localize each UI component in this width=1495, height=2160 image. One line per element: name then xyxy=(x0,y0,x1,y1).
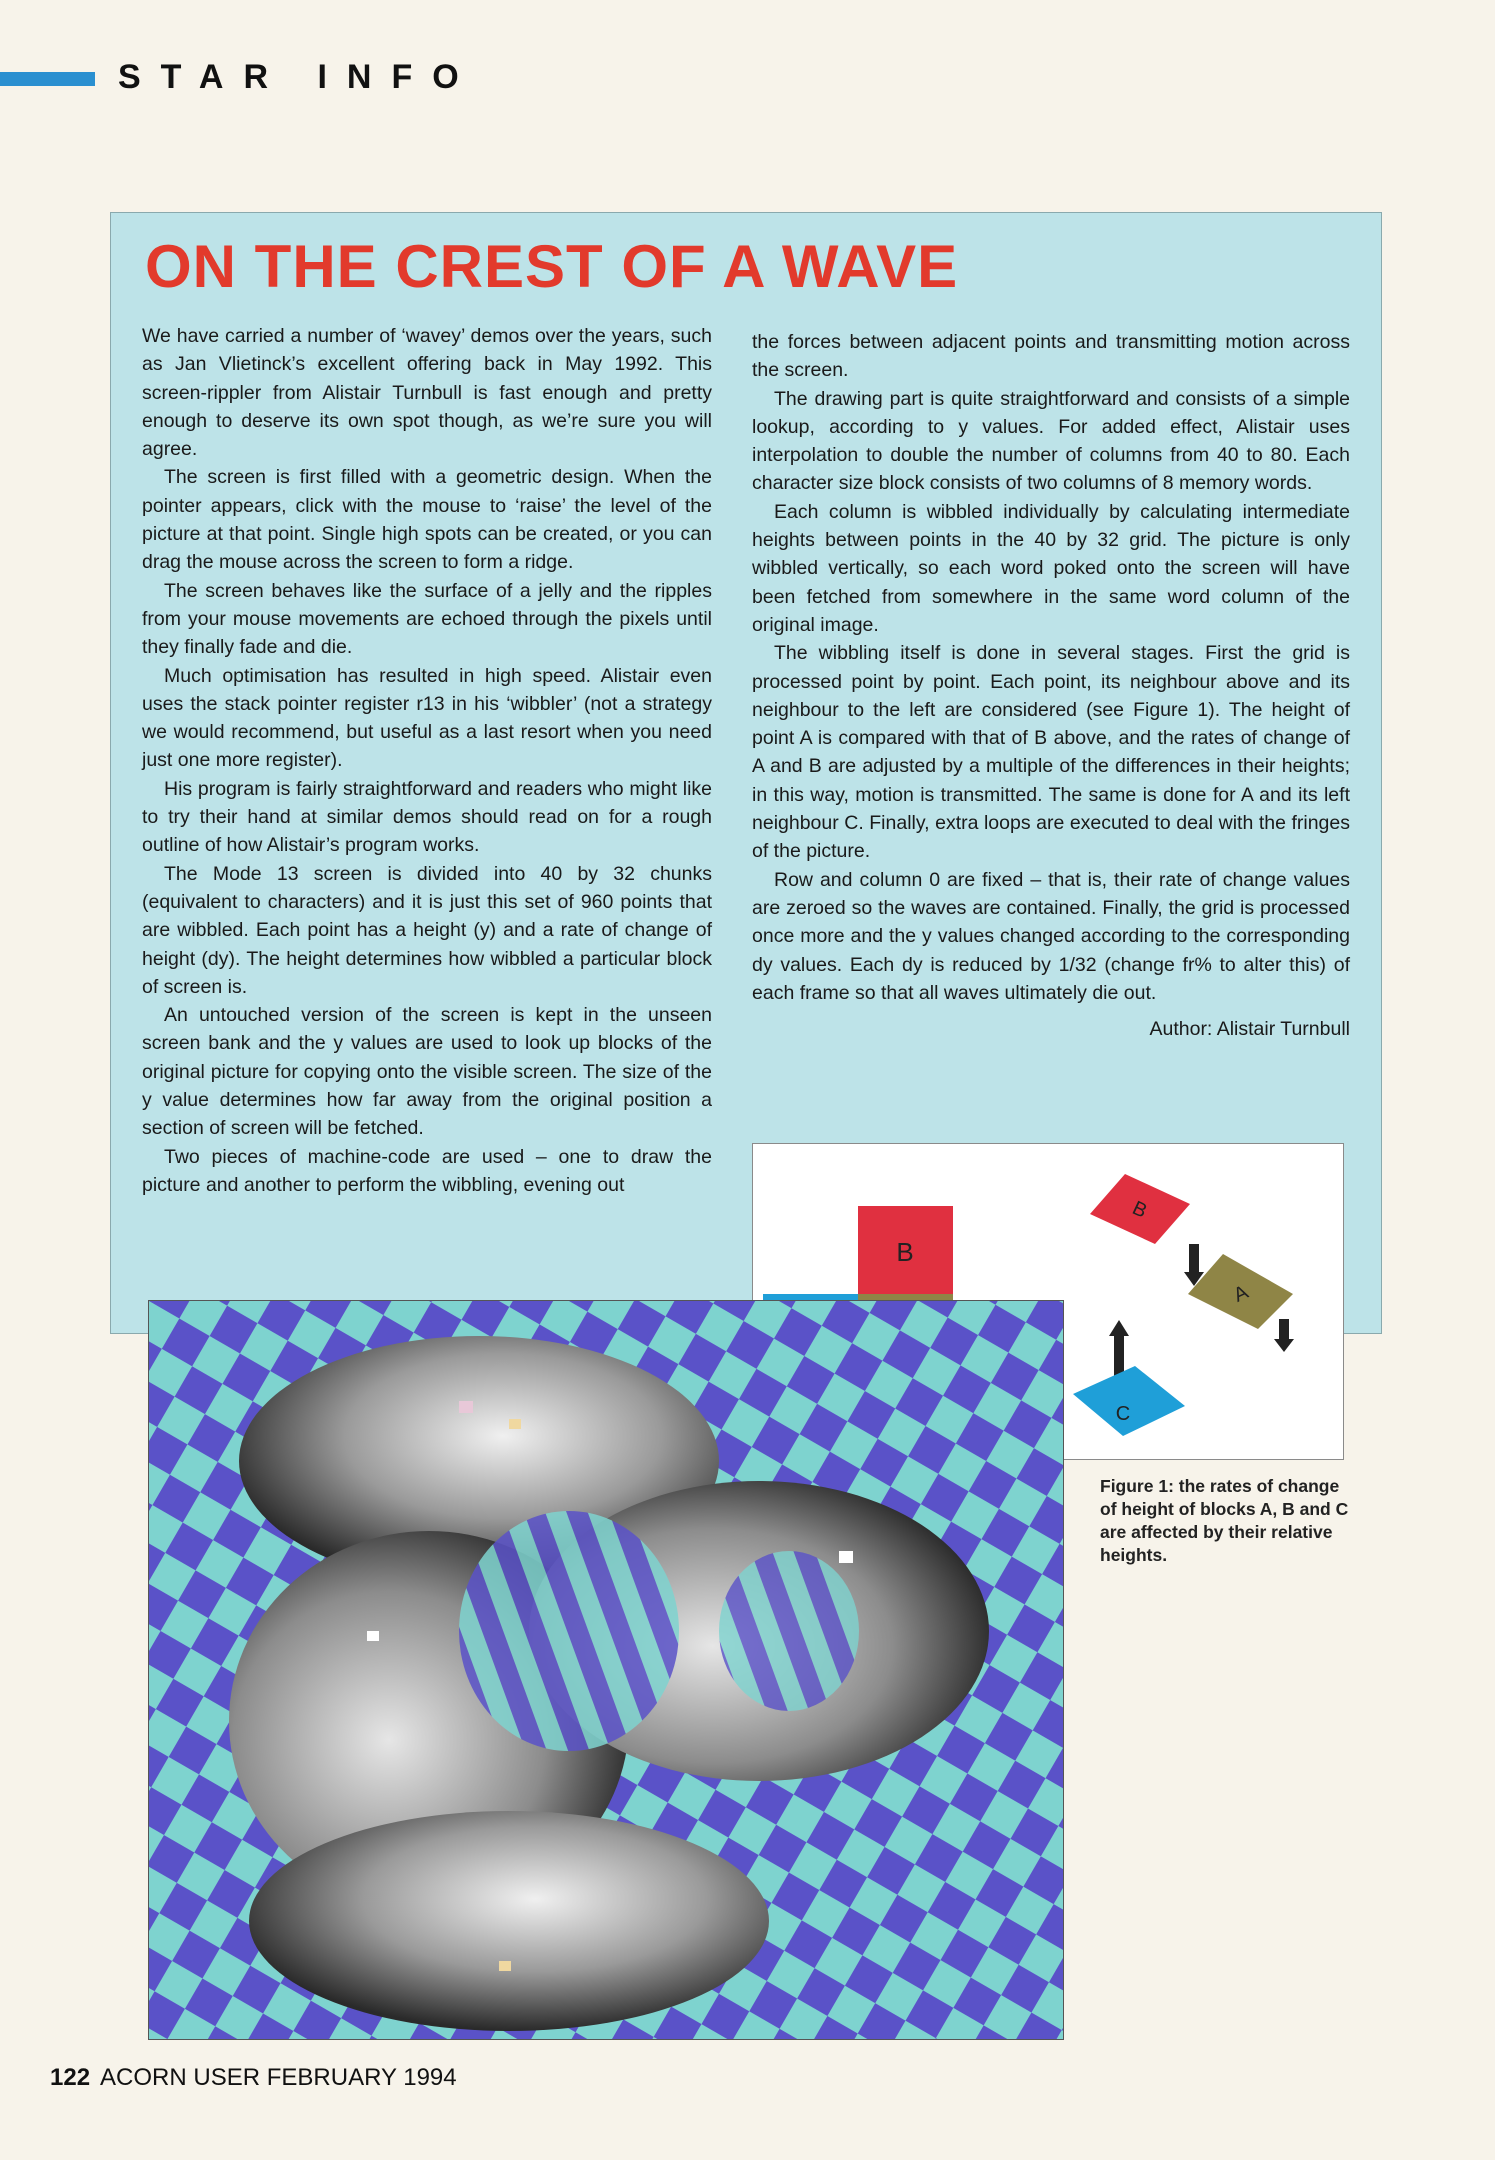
tilted-label-a: A xyxy=(1230,1281,1252,1307)
page-number: 122 xyxy=(50,2064,91,2091)
paragraph: His program is fairly straightforward and readers who might like to try their hand at similar demos should read on for a rough outline of how Alistair’s program works. xyxy=(142,777,712,857)
page-footer xyxy=(50,2064,457,2092)
paragraph: An untouched version of the screen is kept in the unseen screen bank and the y values are used to look up blocks of the original picture for copying onto the visible screen. The size of the y value determines how far away from the original position a section of screen will be fetched. xyxy=(142,1004,712,1140)
wave-demo-image xyxy=(149,1301,1063,2039)
paragraph: Row and column 0 are fixed – that is, their rate of change values are zeroed so the waves are contained. Finally, the grid is processed once more and the y values changed according to the corresponding dy values. Each dy is reduced by 1/32 (change fr% to alter this) of each frame so that all waves ultimately die out. xyxy=(752,868,1350,1004)
demo-screenshot xyxy=(148,1300,1064,2040)
arrow-a-head xyxy=(1274,1339,1294,1352)
sparkle xyxy=(367,1631,379,1641)
section-color-bar xyxy=(0,72,95,86)
paragraph: Each column is wibbled individually by calculating intermediate heights between points in the 40 by 32 grid. The picture is only wibbled vertically, so each word poked onto the screen will have been fetched from somewhere in the same word column of the original image. xyxy=(752,500,1350,636)
paragraph: The wibbling itself is done in several stages. First the grid is processed point by point. Each point, its neighbour above and its neighbour to the left are considered (see Figure 1). The height of point A is compared with that of B above, and the rates of change of A and B are adjusted by a multiple of the differences in their heights; in this way, motion is transmitted. The same is done for A and its left neighbour C. Finally, extra loops are executed to deal with the fringes of the picture. xyxy=(752,642,1350,863)
sparkle xyxy=(459,1401,473,1413)
sparkle xyxy=(509,1419,521,1429)
left-column xyxy=(142,322,712,1199)
ripple-center xyxy=(459,1511,679,1751)
wave-blob-bottom xyxy=(249,1811,769,2031)
publication-line: ACORN USER FEBRUARY 1994 xyxy=(100,2064,457,2091)
paragraph: Much optimisation has resulted in high speed. Alistair even uses the stack pointer register r13 in his ‘wibbler’ (not a strategy we would recommend, but useful as a last resort when you need just one more register). xyxy=(142,664,712,772)
ripple-right xyxy=(719,1551,859,1711)
author-credit: Author: Alistair Turnbull xyxy=(1149,1018,1350,1041)
paragraph: The drawing part is quite straightforward and consists of a simple lookup, according to y values. For added effect, Alistair uses interpolation to double the number of columns from 40 to 80. Each character size block consists of two columns of 8 memory words. xyxy=(752,387,1350,495)
headline: ON THE CREST OF A WAVE xyxy=(145,233,959,300)
section-title: STAR INFO xyxy=(118,58,479,96)
paragraph: The screen is first filled with a geometric design. When the pointer appears, click with the mouse to ‘raise’ the level of the picture at that point. Single high spots can be created, or you can drag the mouse across the screen to form a ridge. xyxy=(142,466,712,574)
sparkle xyxy=(839,1551,853,1563)
arrow-c-head xyxy=(1109,1320,1129,1336)
paragraph: the forces between adjacent points and transmitting motion across the screen. xyxy=(752,331,1350,382)
arrow-b-shaft xyxy=(1189,1244,1199,1274)
sparkle xyxy=(499,1961,511,1971)
tilted-label-c: C xyxy=(1115,1403,1131,1425)
paragraph: We have carried a number of ‘wavey’ demos over the years, such as Jan Vlietinck’s excellent offering back in May 1992. This screen-rippler from Alistair Turnbull is fast enough and pretty enough to deserve its own spot though, as we’re sure you will agree. xyxy=(142,325,712,461)
paragraph: Two pieces of machine-code are used – one to draw the picture and another to perform the wibbling, evening out xyxy=(142,1145,712,1196)
arrow-a-shaft xyxy=(1279,1319,1289,1341)
right-column xyxy=(752,328,1350,1043)
figure-caption: Figure 1: the rates of change of height of blocks A, B and C are affected by their relative heights. xyxy=(1100,1476,1349,1565)
paragraph: The screen behaves like the surface of a jelly and the ripples from your mouse movements are echoed through the pixels until they finally fade and die. xyxy=(142,579,712,659)
paragraph: The Mode 13 screen is divided into 40 by 32 chunks (equivalent to characters) and it is just this set of 960 points that are wibbled. Each point has a height (y) and a rate of change of height (dy). The height determines how wibbled a particular block of screen is. xyxy=(142,862,712,998)
label-b: B xyxy=(896,1237,914,1267)
tilted-label-b: B xyxy=(1128,1197,1151,1223)
tilted-block-c xyxy=(1073,1366,1185,1436)
